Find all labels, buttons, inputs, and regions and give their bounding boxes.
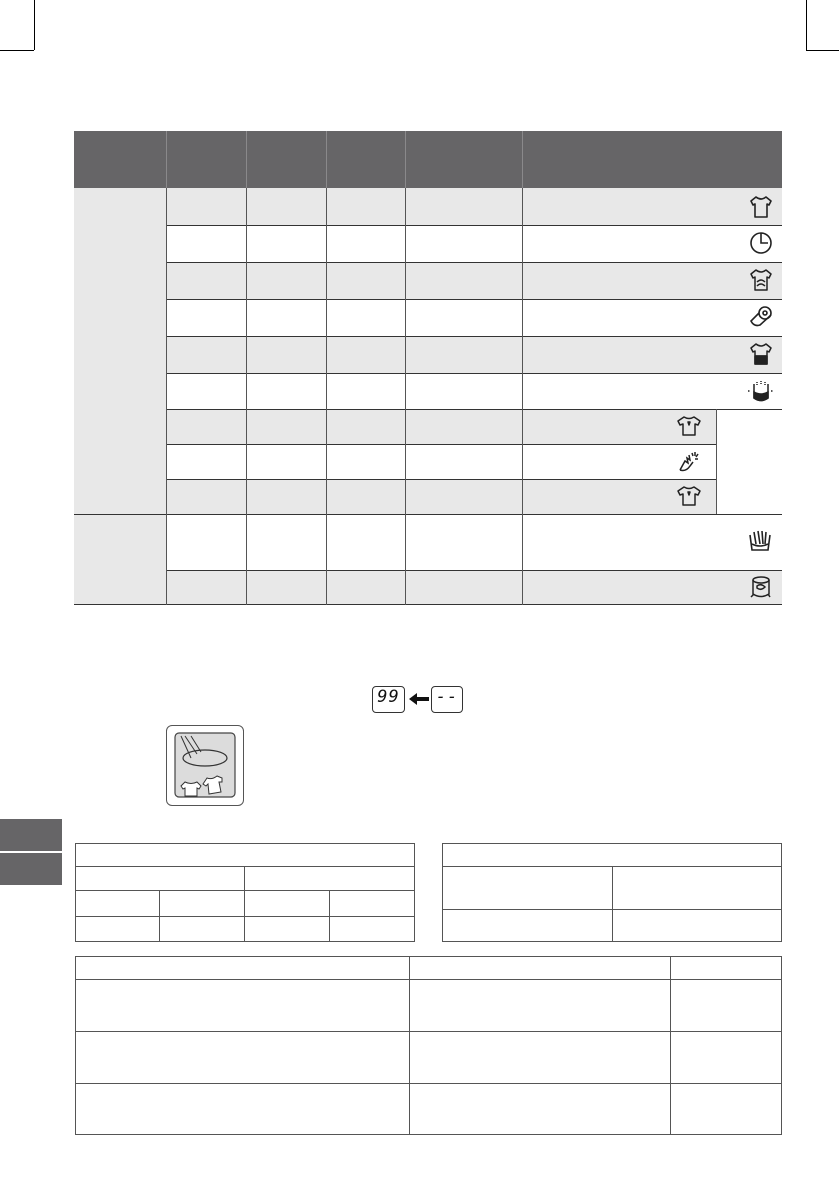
drum-with-clothes-icon [166, 725, 244, 806]
drum-clean-icon [746, 378, 776, 404]
bottom-table [75, 956, 782, 1135]
hand-wash-icon [676, 448, 702, 474]
table-row [166, 373, 782, 409]
drum-rinse-icon [748, 573, 774, 601]
table-row [166, 188, 782, 225]
shirt-icon [748, 194, 774, 220]
table-row [166, 444, 716, 479]
crop-mark [806, 50, 839, 51]
table-row [166, 514, 782, 570]
right-grid-table [442, 843, 782, 942]
table-row [166, 262, 782, 299]
table-row [166, 479, 716, 514]
category-cell-2 [74, 514, 166, 605]
side-tab-lower [0, 853, 62, 885]
table-row [166, 225, 782, 262]
table-row [166, 570, 782, 605]
left-grid-table [75, 843, 415, 942]
tshirt-icon [676, 484, 702, 508]
display-digits: 99 [372, 686, 405, 713]
arrow-left-icon [407, 690, 431, 708]
table-row [166, 409, 716, 444]
display-placeholder: -- [431, 686, 463, 713]
towel-roll-icon [748, 304, 774, 330]
soak-basin-icon [746, 527, 774, 555]
program-table [74, 131, 782, 605]
table-row [166, 299, 782, 336]
crop-mark [34, 0, 35, 50]
crop-mark [806, 0, 807, 50]
tshirt-icon [676, 414, 702, 438]
crop-mark [0, 50, 34, 51]
table-header [74, 131, 782, 188]
timer-icon [748, 230, 774, 256]
side-tab-upper [0, 819, 62, 851]
synthetic-shirt-icon [748, 341, 774, 367]
category-cell-1 [74, 188, 166, 514]
table-row [166, 336, 782, 373]
cotton-mixed-icon [748, 267, 774, 293]
